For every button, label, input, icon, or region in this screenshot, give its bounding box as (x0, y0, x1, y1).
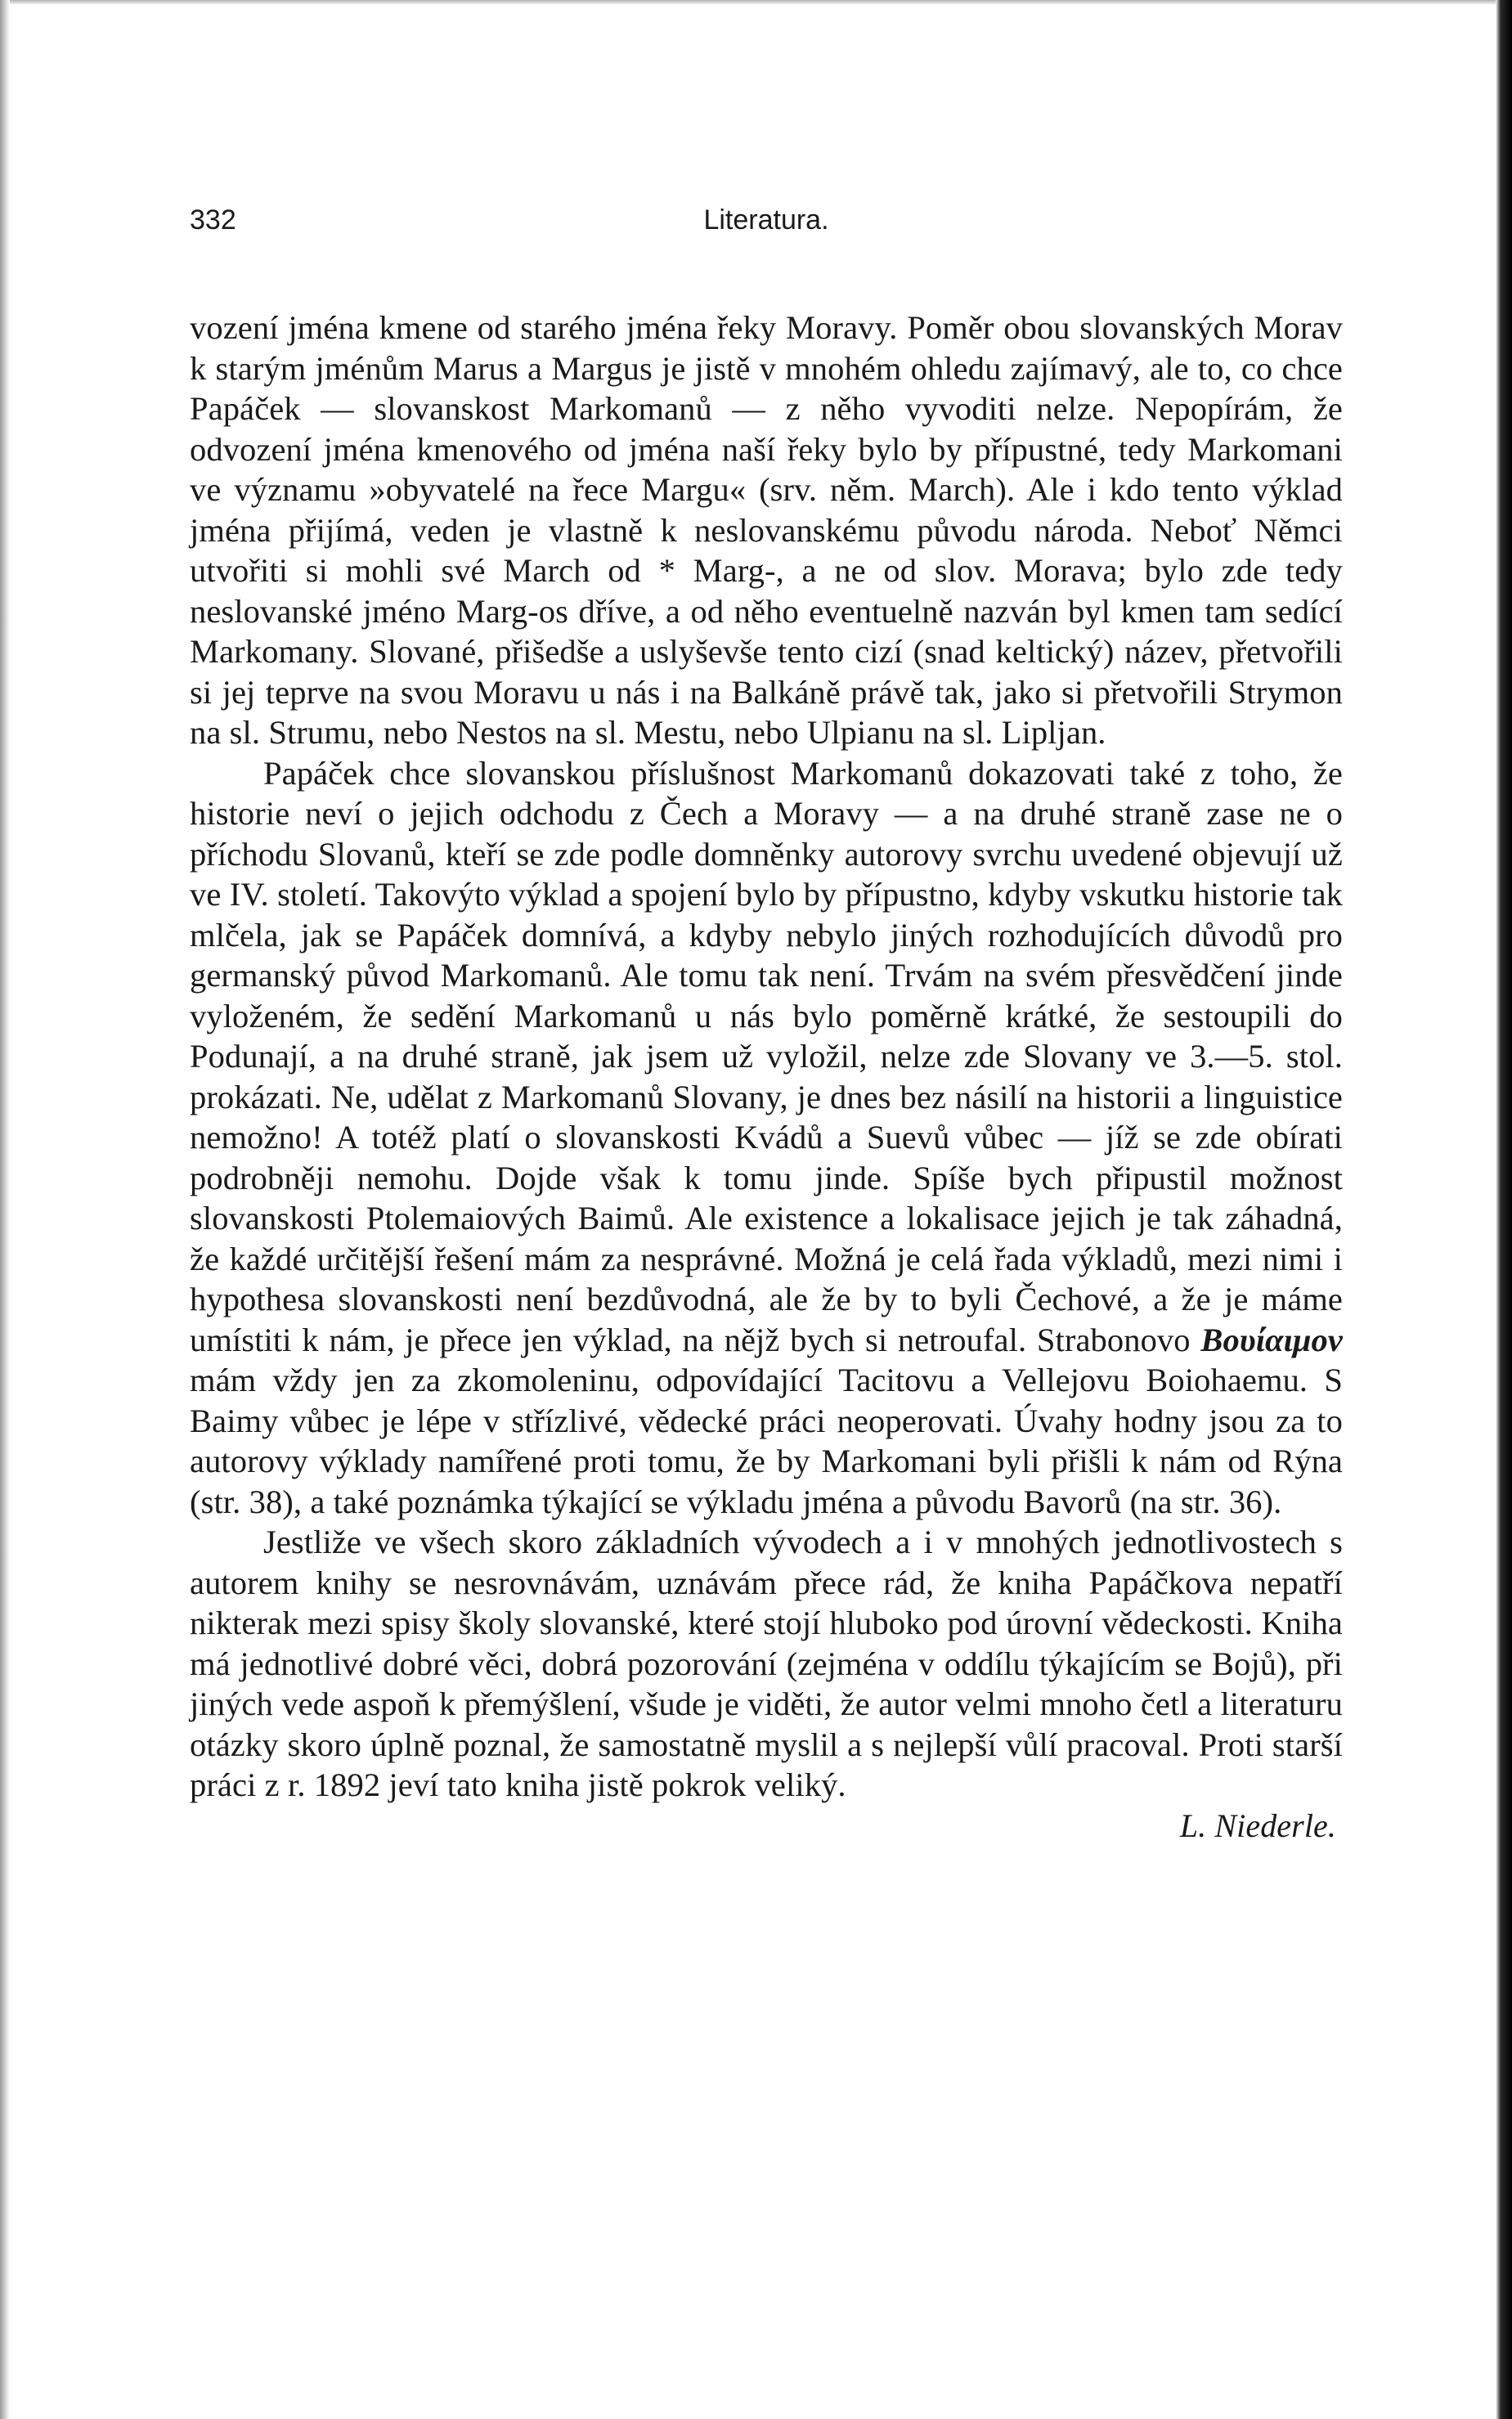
author-signature: L. Niederle. (1179, 1806, 1336, 1844)
scan-edge-right (1496, 0, 1512, 2419)
page-number: 332 (190, 204, 236, 236)
greek-word: Βουίαιμον (1200, 1321, 1343, 1358)
scan-edge-left (0, 0, 10, 2419)
running-head (190, 196, 1343, 245)
scan-edge-top (0, 0, 1512, 5)
paragraph-2 (190, 753, 1343, 1523)
paragraph-3: Jestliže ve všech skoro základních vývodech a i v mnohých jednotlivostech s autorem knihy se nesrovnávám, uznávám přece rád, že kniha Papáčkova nepatří nikterak mezi spisy školy slovanské, které stojí hluboko pod úrovní vědeckosti. Kniha má jednotlivé dobré věci, dobrá pozorování (zejména v oddílu týkajícím se Bojů), při jiných vede aspoň k přemýšlení, všude je viděti, že autor velmi mnoho četl a literaturu otázky skoro úplně poznal, že samostatně myslil a s nejlepší vůlí pracoval. Proti starší práci z r. 1892 jeví tato kniha jistě pokrok veliký. (190, 1524, 1343, 1803)
paragraph-2-part-1: Papáček chce slovanskou příslušnost Markomanů dokazovati také z toho, že historie neví o jejich odchodu z Čech a Moravy — a na druhé straně zase ne o příchodu Slovanů, kteří se zde podle domněnky autorovy svrchu uvedené objevují už ve IV. století. Takovýto výklad a spojení bylo by přípustno, kdyby vskutku historie tak mlčela, jak se Papáček domnívá, a kdyby nebylo jiných rozhodujících důvodů pro germanský původ Markomanů. Ale tomu tak není. Trvám na svém přesvědčení jinde vyloženém, že sedění Markomanů u nás bylo poměrně krátké, že sestoupili do Podunají, a na druhé straně, jak jsem už vyložil, nelze zde Slovany ve 3.—5. stol. prokázati. Ne, udělat z Markomanů Slovany, je dnes bez násilí na historii a linguistice nemožno! A totéž platí o slovanskosti Kvádů a Suevů vůbec — jíž se zde obírati podrobněji nemohu. Dojde však k tomu jinde. Spíše bych připustil možnost slovanskosti Ptolemaiových Baimů. Ale existence a lokalisace jejich je tak záhadná, že každé určitější řešení mám za nesprávné. Možná je celá řada výkladů, mezi nimi i hypothesa slovanskosti není bezdůvodná, ale že by to byli Čechové, a že je máme umístiti k nám, je přece jen výklad, na nějž bych si netroufal. Strabonovo (190, 754, 1343, 1358)
paragraph-2-part-2: mám vždy jen za zkomoleninu, odpovídající Tacitovu a Vellejovu Boiohaemu. S Baimy vůbec je lépe v střízlivé, vědecké práci neoperovati. Úvahy hodny jsou za to autorovy výklady namířené proti tomu, že by Markomani byli přišli k nám od Rýna (str. 38), a také poznámka týkající se výkladu jména a původu Bavorů (na str. 36). (190, 1362, 1343, 1520)
running-title: Literatura. (703, 204, 829, 236)
page (190, 196, 1343, 1847)
article-body (190, 307, 1343, 1847)
paragraph-1: vození jména kmene od starého jména řeky Moravy. Poměr obou slovanských Morav k starým jménům Marus a Margus je jistě v mnohém ohledu zajímavý, ale to, co chce Papáček — slovanskost Markomanů — z něho vyvoditi nelze. Nepopírám, že odvození jména kmenového od jména naší řeky bylo by přípustné, tedy Markomani ve významu »obyvatelé na řece Margu« (srv. něm. March). Ale i kdo tento výklad jména přijímá, veden je vlastně k neslovanskému původu národa. Neboť Němci utvořiti si mohli své March od * Marg-, a ne od slov. Morava; bylo zde tedy neslovanské jméno Marg-os dříve, a od něho eventuelně nazván byl kmen tam sedící Markomany. Slované, přišedše a uslyševše tento cizí (snad keltický) název, přetvořili si jej teprve na svou Moravu u nás i na Balkáně právě tak, jako si přetvořili Strymon na sl. Strumu, nebo Nestos na sl. Mestu, nebo Ulpianu na sl. Lipljan. (190, 309, 1343, 751)
